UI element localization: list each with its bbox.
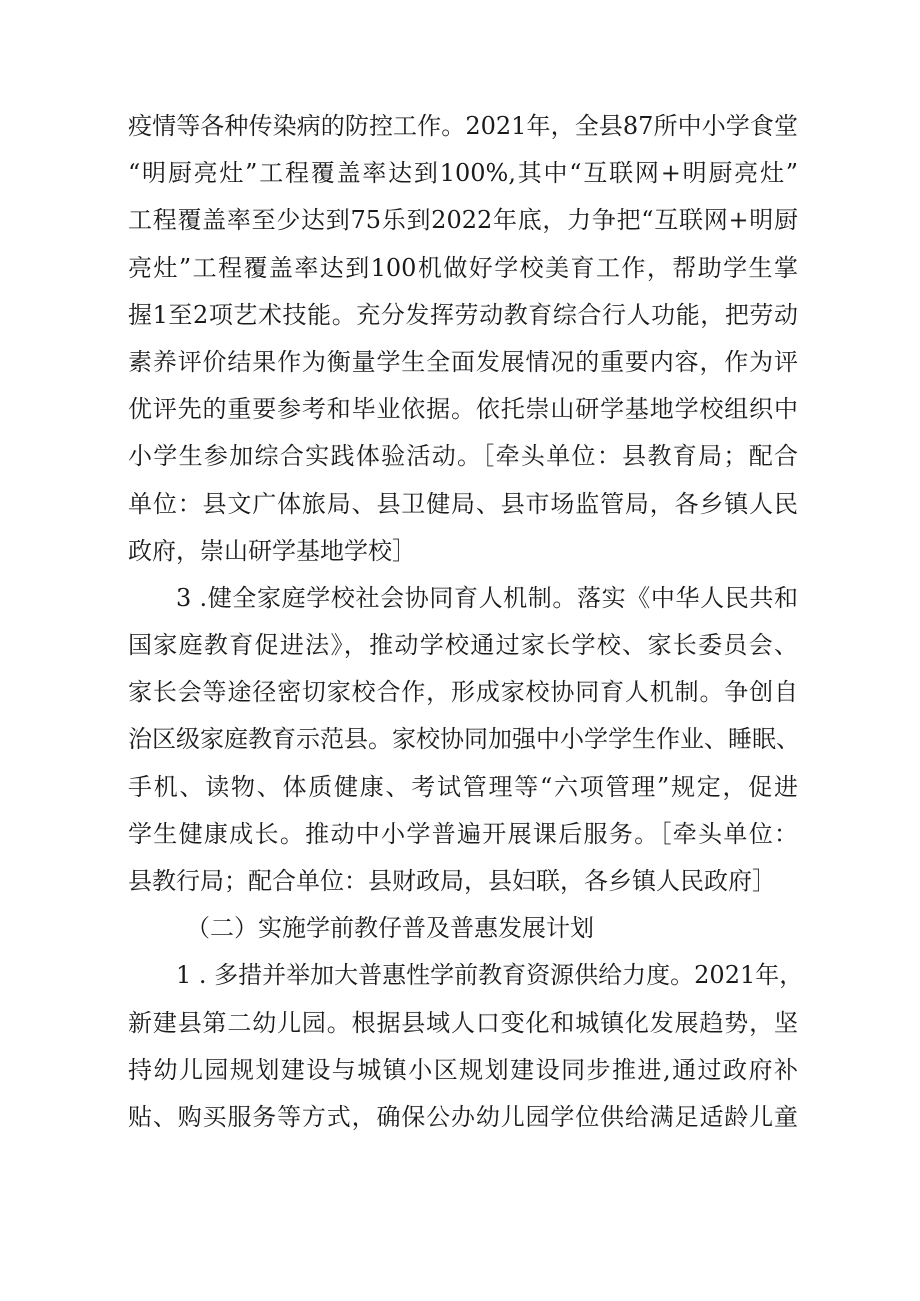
text-line: 疫情等各种传染病的防控工作。2021年，全县87所中小学食堂 (128, 112, 798, 140)
text-line: 政府，崇山研学基地学校］ (128, 536, 416, 565)
text-line: 贴、购买服务等方式，确保公办幼儿园学位供给满足适龄儿童 (128, 1102, 798, 1131)
body-text (128, 103, 804, 1141)
text-line: 持幼儿园规划建设与城镇小区规划建设同步推进,通过政府补 (128, 1055, 798, 1084)
text-line: 县教行局；配合单位：县财政局，县妇联，各乡镇人民政府］ (128, 867, 776, 895)
text-line: 单位：县文广体旅局、县卫健局、县市场监管局，各乡镇人民 (128, 489, 798, 518)
text-line: “明厨亮灶”工程覆盖率达到100%,其中“互联网+明厨亮灶” (128, 159, 798, 188)
text-line: 优评先的重要参考和毕业依据。依托崇山研学基地学校组织中 (128, 395, 798, 424)
text-line: 素养评价结果作为衡量学生全面发展情况的重要内容，作为评 (128, 347, 798, 376)
text-line: 亮灶”工程覆盖率达到100机做好学校美育工作，帮助学生掌 (128, 253, 798, 282)
text-line: 手机、读物、体质健康、考试管理等“六项管理”规定，促进 (128, 772, 798, 801)
text-line: 3 .健全家庭学校社会协同育人机制。落实《中华人民共和 (176, 583, 798, 612)
text-line: 学生健康成长。推动中小学普遍开展课后服务。［牵头单位： (128, 819, 798, 848)
text-line: 家长会等途径密切家校合作，形成家校协同育人机制。争创自 (128, 678, 798, 707)
text-line: 治区级家庭教育示范县。家校协同加强中小学学生作业、睡眠、 (128, 725, 800, 754)
text-line: 握1至2项艺术技能。充分发挥劳动教育综合行人功能，把劳动 (128, 300, 798, 329)
text-line: 工程覆盖率至少达到75乐到2022年底，力争把“互联网+明厨 (128, 206, 798, 235)
text-line: 新建县第二幼儿园。根据县域人口变化和城镇化发展趋势，坚 (128, 1008, 798, 1037)
section-heading: （二）实施学前教仔普及普惠发展计划 (186, 914, 594, 943)
text-line: 1 . 多措并举加大普惠性学前教育资源供给力度。2021年， (176, 961, 804, 990)
text-line: 小学生参加综合实践体验活动。［牵头单位：县教育局；配合 (128, 442, 798, 471)
text-line: 国家庭教育促进法》，推动学校通过家长学校、家长委员会、 (128, 631, 798, 660)
